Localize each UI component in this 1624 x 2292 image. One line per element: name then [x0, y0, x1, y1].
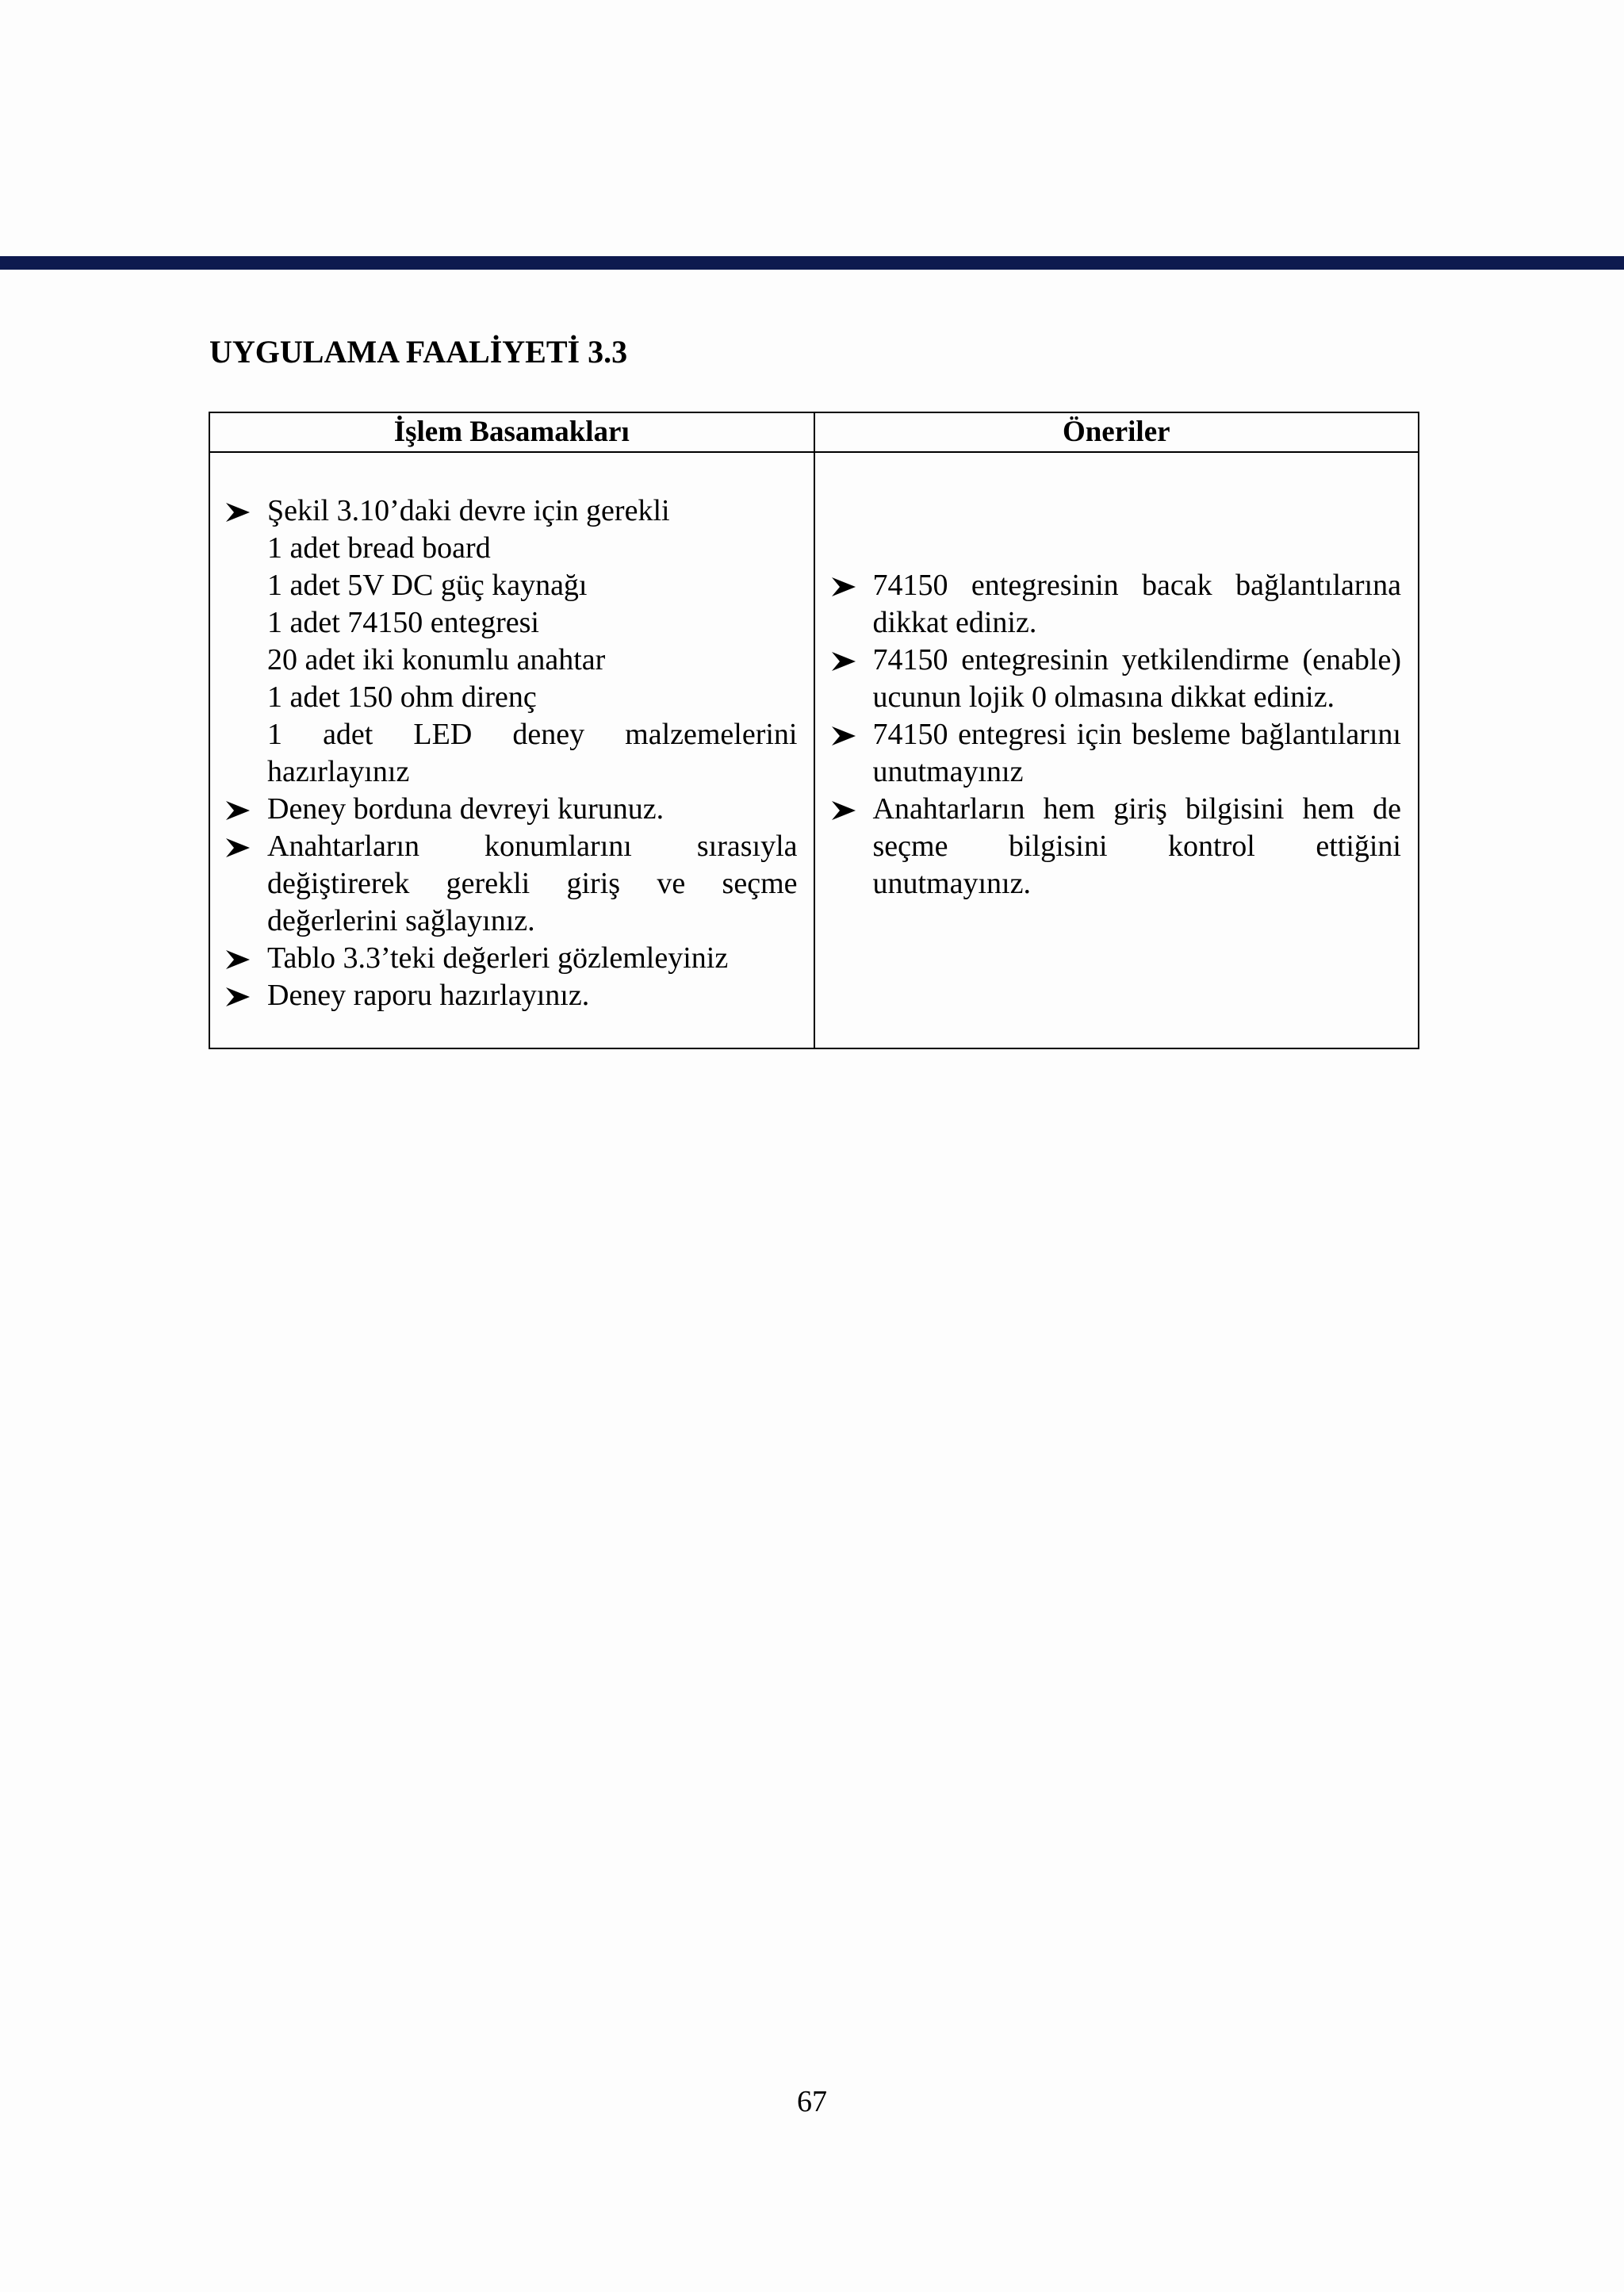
arrowhead-bullet-icon [832, 801, 856, 820]
material-item: 1 adet 150 ohm direnç [267, 680, 537, 714]
material-item: 1 adet 74150 entegresi [267, 606, 539, 639]
steps-list [226, 493, 798, 1014]
arrowhead-bullet-icon [832, 726, 856, 745]
step-text: Tablo 3.3’teki değerleri gözlemleyiniz [267, 941, 729, 975]
header-rule [0, 256, 1624, 270]
tip-text: 74150 entegresinin yetkilendirme (enable) ucunun lojik 0 olmasına dikkat ediniz. [872, 643, 1401, 714]
tips-cell [814, 452, 1419, 1048]
list-item [226, 828, 798, 940]
arrowhead-bullet-icon [832, 652, 856, 671]
tips-list [832, 567, 1402, 903]
arrowhead-bullet-icon [226, 950, 250, 969]
list-item [832, 567, 1402, 642]
arrowhead-bullet-icon [226, 801, 250, 820]
list-item [226, 791, 798, 828]
tip-text: 74150 entegresinin bacak bağlantılarına dikkat ediniz. [872, 569, 1401, 639]
tip-text: Anahtarların hem giriş bilgisini hem de seçme bilgisini kontrol ettiğini unutmayınız. [872, 792, 1401, 900]
list-item [226, 493, 798, 791]
material-item: 1 adet LED deney malzemelerini hazırlayınız [267, 718, 798, 788]
tip-text: 74150 entegresi için besleme bağlantılarını unutmayınız [872, 718, 1401, 788]
column-header-tips: Öneriler [814, 412, 1419, 452]
list-item [226, 977, 798, 1014]
list-item [832, 642, 1402, 716]
arrowhead-bullet-icon [226, 987, 250, 1006]
step-text: Deney raporu hazırlayınız. [267, 979, 590, 1012]
column-header-steps: İşlem Basamakları [209, 412, 814, 452]
material-item: 1 adet bread board [267, 531, 491, 565]
table-row [209, 452, 1419, 1048]
table-header-row [209, 412, 1419, 452]
step-text: Anahtarların konumlarını sırasıyla değiştirerek gerekli giriş ve seçme değerlerini sağlayınız. [267, 830, 798, 937]
list-item [832, 716, 1402, 791]
material-list [267, 530, 798, 791]
arrowhead-bullet-icon [832, 577, 856, 596]
arrowhead-bullet-icon [226, 503, 250, 522]
page-number: 67 [797, 2085, 827, 2118]
material-item: 1 adet 5V DC güç kaynağı [267, 569, 588, 602]
section-title: UYGULAMA FAALİYETİ 3.3 [209, 334, 628, 370]
activity-table [209, 412, 1419, 1049]
arrowhead-bullet-icon [226, 838, 250, 857]
list-item [226, 940, 798, 977]
step-text: Deney borduna devreyi kurunuz. [267, 792, 665, 826]
step-text: Şekil 3.10’daki devre için gerekli [267, 494, 670, 527]
steps-cell [209, 452, 814, 1048]
list-item [832, 791, 1402, 903]
material-item: 20 adet iki konumlu anahtar [267, 643, 606, 676]
